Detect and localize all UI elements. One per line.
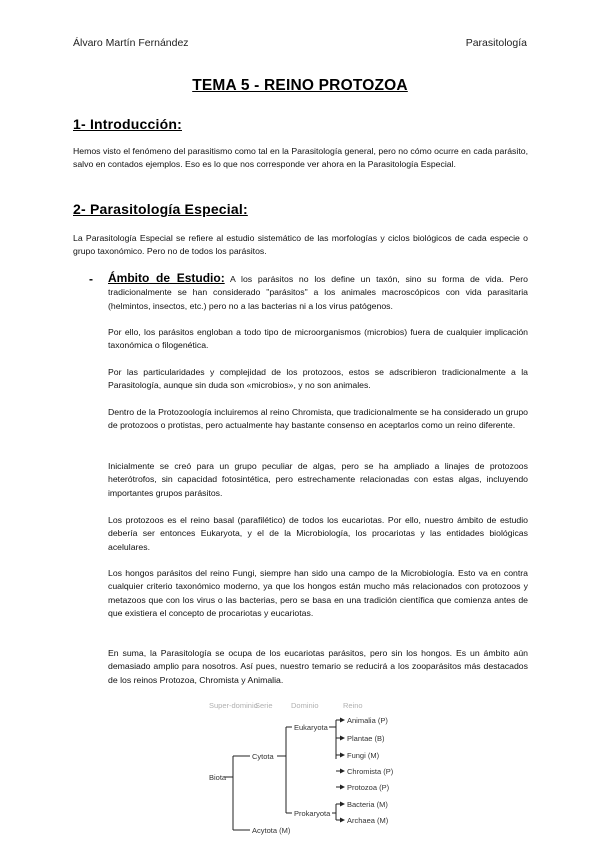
col-reino: Reino xyxy=(343,701,363,710)
col-dominio: Dominio xyxy=(291,701,319,710)
col-superdominio: Super-dominio xyxy=(209,701,258,710)
node-plantae: Plantae (B) xyxy=(347,734,385,743)
ambito-paragraph: Dentro de la Protozoología incluiremos al reino Chromista, que tradicionalmente se ha considerado un grupo de protozoos o protistas, pero actualmente hay bastante consenso en aceptarlos como un reino diferente. xyxy=(108,407,528,431)
node-animalia: Animalia (P) xyxy=(347,716,388,725)
bullet-dash: - xyxy=(89,272,93,286)
node-eukaryota: Eukaryota xyxy=(294,723,328,732)
ambito-paragraph: Por ello, los parásitos engloban a todo tipo de microorganismos (microbios) fuera de cualquier implicación taxonómica o filogenética. xyxy=(108,327,528,351)
intro-paragraph: Hemos visto el fenómeno del parasitismo como tal en la Parasitología general, pero no cómo ocurre en cada parásito, salvo en contados ejemplos. Eso es lo que nos corresponde ver ahora en la Parasitología Especial. xyxy=(73,146,528,170)
ambito-paragraph: Inicialmente se creó para un grupo peculiar de algas, pero se ha ampliado a linajes de protozoos heterótrofos, sin capacidad fotosintética, pero estrechamente relacionadas con estas algas, incluyendo importantes grupos parásitos. xyxy=(108,461,528,498)
column-headers xyxy=(209,701,363,710)
page-title: TEMA 5 - REINO PROTOZOA xyxy=(192,77,408,94)
ambito-heading: Ámbito de Estudio: xyxy=(108,271,225,285)
ambito-paragraph: En suma, la Parasitología se ocupa de los eucariotas parásitos, pero sin los hongos. Es un ámbito aún demasiado amplio para nosotros. Así pues, nuestro temario se reducirá a los zooparásitos más destacados de los reinos Protozoa, Chromista y Animalia. xyxy=(108,648,528,685)
header-author: Álvaro Martín Fernández xyxy=(73,37,189,49)
node-prokaryota: Prokaryota xyxy=(294,809,331,818)
node-acytota: Acytota (M) xyxy=(252,826,291,835)
col-serie: Serie xyxy=(255,701,273,710)
tree-labels xyxy=(209,716,394,835)
header-subject: Parasitología xyxy=(465,37,527,49)
node-bacteria: Bacteria (M) xyxy=(347,800,388,809)
especial-paragraph: La Parasitología Especial se refiere al estudio sistemático de las morfologías y ciclos biológicos de cada especie o grupo taxonómico. Pero no de todos los parásitos. xyxy=(73,233,528,257)
ambito-paragraph: Por las particularidades y complejidad de los protozoos, estos se adscribieron tradicionalmente a la Parasitología, aunque sin duda son «microbios», y no son animales. xyxy=(108,367,528,391)
node-chromista: Chromista (P) xyxy=(347,767,394,776)
section-heading-introduccion: 1- Introducción: xyxy=(73,116,182,132)
section-heading-especial: 2- Parasitología Especial: xyxy=(73,201,248,217)
node-fungi: Fungi (M) xyxy=(347,751,380,760)
ambito-paragraph: Los hongos parásitos del reino Fungi, siempre han sido una campo de la Microbiología. Esto va en contra cualquier criterio taxonómico moderno, ya que los hongos están mucho más relacionados con protozoos y metazoos que con los virus o las bacterias, pero se basa en una tradición científica que comienza antes de que existiera el concepto de procariotas y eucariotas. xyxy=(108,568,528,619)
ambito-paragraph: Los protozoos es el reino basal (parafilético) de todos los eucariotas. Por ello, nuestro ámbito de estudio debería ser entonces Eukaryota, y el de la Microbiología, los procariotas y las entidades biológicas acelulares. xyxy=(108,515,528,552)
node-archaea: Archaea (M) xyxy=(347,816,389,825)
node-biota: Biota xyxy=(209,773,227,782)
node-cytota: Cytota xyxy=(252,752,274,761)
node-protozoa: Protozoa (P) xyxy=(347,783,390,792)
tree-arrowheads xyxy=(340,718,345,823)
ambito-intro-text: A los parásitos no los define un taxón, sino su forma de vida. Pero tradicionalmente se han considerado "parásitos" a los animales macroscópicos con vida parasitaria (helmintos, insectos, etc.) pero no a las bacterias ni a los virus patógenos. xyxy=(108,274,528,311)
